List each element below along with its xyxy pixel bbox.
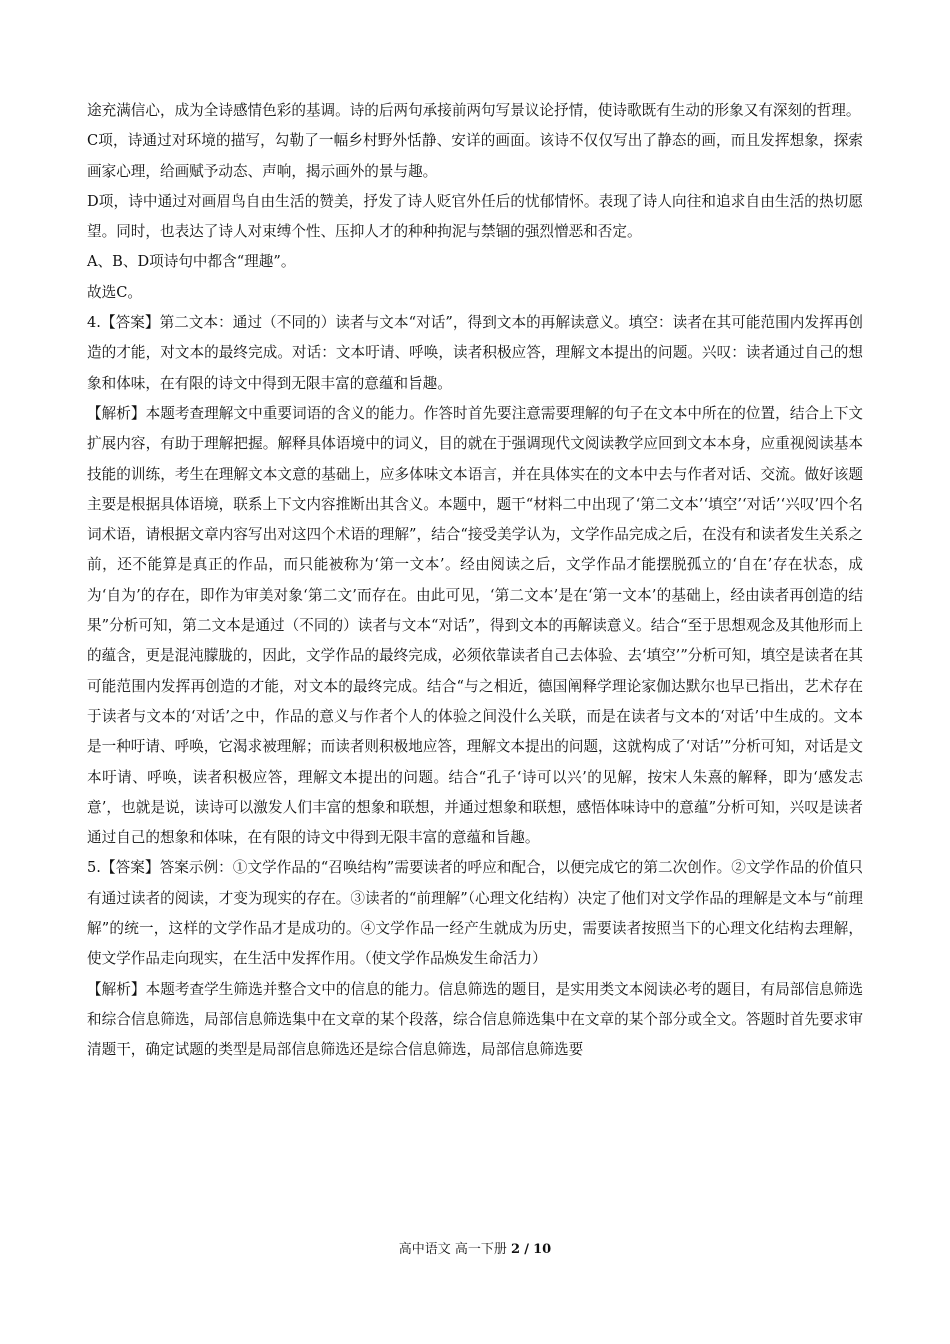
footer-separator: / (524, 1242, 529, 1257)
paragraph-choose-c: 故选C。 (87, 283, 142, 301)
page-footer (0, 1241, 950, 1259)
answer-4: 4.【答案】第二文本：通过（不同的）读者与文本“对话”，得到文本的再解读意义。填空：读者在其可能范围内发挥再创造的才能，对文本的最终完成。对话：文本吁请、呼唤，读者积极应答，理解文本提出的问题。兴叹：读者通过自己的想象和体味，在有限的诗文中得到无限丰富的意蕴和旨趣。 (87, 314, 863, 392)
answer-body (87, 96, 863, 1066)
answer-5: 5.【答案】答案示例：①文学作品的“召唤结构”需要读者的呼应和配合，以便完成它的第二次创作。②文学作品的价值只有通过读者的阅读，才变为现实的存在。③读者的“前理解”（心理文化结构）决定了他们对文学作品的理解是文本与“前理解”的统一，这样的文学作品才是成功的。④文学作品一经产生就成为历史，需要读者按照当下的心理文化结构去理解，使文学作品走向现实，在生活中发挥作用。（使文学作品焕发生命活力） (87, 859, 863, 968)
footer-page-number: 2 (511, 1242, 521, 1257)
footer-label: 高中语文 高一下册 (398, 1242, 507, 1257)
analysis-5: 【解析】本题考查学生筛选并整合文中的信息的能力。信息筛选的题目，是实用类文本阅读必考的题目，有局部信息筛选和综合信息筛选，局部信息筛选集中在文章的某个段落，综合信息筛选集中在文章的某个部分或全文。答题时首先要求审清题干，确定试题的类型是局部信息筛选还是综合信息筛选，局部信息筛选要 (87, 980, 863, 1059)
paragraph-b-continuation: 途充满信心，成为全诗感情色彩的基调。诗的后两句承接前两句写景议论抒情，使诗歌既有生动的形象又有深刻的哲理。 (87, 102, 861, 119)
paragraph-option-c: C项，诗通过对环境的描写，勾勒了一幅乡村野外恬静、安详的画面。该诗不仅仅写出了静态的画，而且发挥想象，探索画家心理，给画赋予动态、声响，揭示画外的景与趣。 (87, 132, 863, 180)
paragraph-option-d: D项，诗中通过对画眉鸟自由生活的赞美，抒发了诗人贬官外任后的忧郁情怀。表现了诗人向往和追求自由生活的热切愿望。同时，也表达了诗人对束缚个性、压抑人才的种种拘泥与禁锢的强烈憎恶和否定。 (87, 192, 863, 241)
paragraph-abd-summary: A、B、D项诗句中都含“理趣”。 (87, 253, 296, 271)
footer-total-pages: 10 (533, 1242, 552, 1257)
analysis-4: 【解析】本题考查理解文中重要词语的含义的能力。作答时首先要注意需要理解的句子在文本中所在的位置，结合上下文扩展内容，有助于理解把握。解释具体语境中的词义，目的就在于强调现代文阅读教学应回到文本本身，应重视阅读基本技能的训练，考生在理解文本文意的基础上，应多体味文本语言，并在具体实在的文本中去与作者对话、交流。做好该题主要是根据具体语境，联系上下文内容推断出其含义。本题中，题干“材料二中出现了‘第二文本’‘填空’‘对话’‘兴叹’四个名词术语，请根据文章内容写出对这四个术语的理解”，结合“接受美学认为，文学作品完成之后，在没有和读者发生关系之前，还不能算是真正的作品，而只能被称为‘第一文本’。经由阅读之后，文学作品才能摆脱孤立的‘自在’存在状态，成为‘自为’的存在，即作为审美对象‘第二文’而存在。由此可见，‘第二文本’是在‘第一文本’的基础上，经由读者再创造的结果”分析可知，第二文本是通过（不同的）读者与文本“对话”，得到文本的再解读意义。结合“至于思想观念及其他形而上的蕴含，更是混沌朦胧的，因此，文学作品的最终完成，必须依靠读者自己去体验、去‘填空’”分析可知，填空是读者在其可能范围内发挥再创造的才能，对文本的最终完成。结合“与之相近，德国阐释学理论家伽达默尔也早已指出，艺术存在于读者与文本的‘对话’之中，作品的意义与作者个人的体验之间没什么关联，而是在读者与文本的‘对话’中生成的。文本是一种吁请、呼唤，它渴求被理解；而读者则积极地应答，理解文本提出的问题，这就构成了‘对话’”分析可知，对话是文本吁请、呼唤，读者积极应答，理解文本提出的问题。结合“孔子‘诗可以兴’的见解，按宋人朱熹的解释，即为‘感发志意’，也就是说，读诗可以激发人们丰富的想象和联想，并通过想象和联想，感悟体味诗中的意蕴”分析可知，兴叹是读者通过自己的想象和体味，在有限的诗文中得到无限丰富的意蕴和旨趣。 (87, 404, 863, 847)
